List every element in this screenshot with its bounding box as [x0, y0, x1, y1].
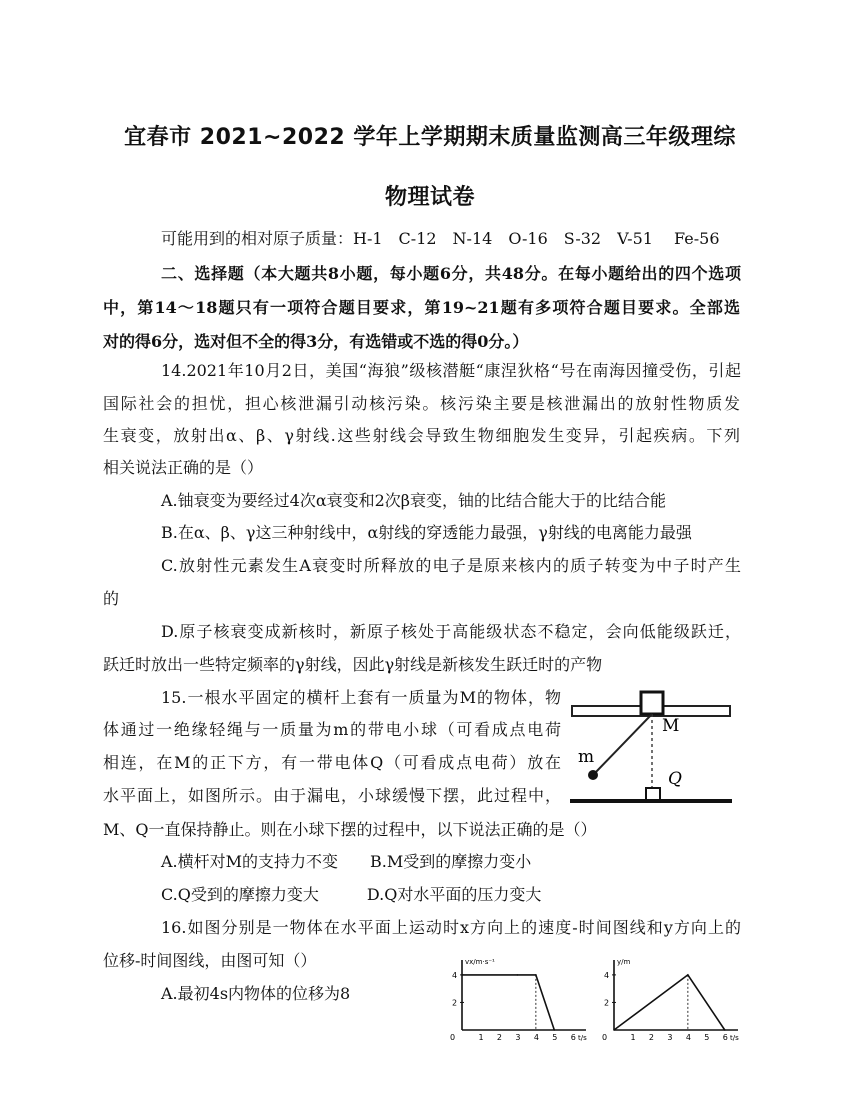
section-heading-line: 对的得6分，选对但不全的得3分，有选错或不选的得0分。）: [103, 332, 529, 351]
q14-option-a: A.铀衰变为要经过4次α衰变和2次β衰变，铀的比结合能大于的比结合能: [161, 491, 667, 510]
x-tick-label: 5: [552, 1033, 558, 1042]
q14-option-d-cont: 跃迁时放出一些特定频率的γ射线，因此γ射线是新核发生跃迁时的产物: [103, 655, 603, 674]
y-tick-label: 2: [604, 998, 610, 1008]
x-tick-label: 6: [722, 1033, 728, 1042]
y-tick-label: 4: [604, 970, 610, 980]
data-point: [724, 1029, 726, 1031]
x-tick-label: 0: [450, 1033, 456, 1042]
label-Q: Q: [668, 769, 682, 789]
q15-options-ab: A.横杆对M的支持力不变 B.M受到的摩擦力变小: [161, 852, 532, 871]
q14-stem-line: 国际社会的担忧，担心核泄漏引动核污染。核污染主要是核泄漏出的放射性物质发: [103, 394, 740, 413]
label-M: M: [662, 716, 680, 736]
y-axis-label: y/m: [617, 958, 631, 966]
q15-stem-line: 15.一根水平固定的横杆上套有一质量为M的物体，物: [161, 688, 561, 707]
data-point: [517, 974, 519, 976]
x-tick-label: 2: [496, 1033, 503, 1042]
q15-stem-line: M、Q一直保持静止。则在小球下摆的过程中，以下说法正确的是（）: [103, 820, 597, 839]
block-M: [641, 692, 663, 714]
y-t-chart: [592, 952, 742, 1044]
q16-stem-line: 16.如图分别是一物体在水平面上运动时x方向上的速度-时间图线和y方向上的: [161, 918, 741, 937]
data-point: [613, 1029, 615, 1031]
atomic-masses: 可能用到的相对原子质量：H-1 C-12 N-14 O-16 S-32 V-51 Fe-56: [161, 229, 720, 248]
body-Q: [646, 788, 660, 800]
q15-stem-line: 体通过一绝缘轻绳与一质量为m的带电小球（可看成点电荷: [103, 720, 561, 739]
x-tick-label: 5: [704, 1033, 710, 1042]
q16-option-a: A.最初4s内物体的位移为8: [161, 984, 351, 1003]
x-tick-label: 1: [630, 1033, 636, 1042]
y-tick-label: 2: [452, 998, 458, 1008]
section-heading-line: 二、选择题（本大题共8小题，每小题6分，共48分。在每小题给出的四个选项: [161, 264, 741, 283]
data-point: [687, 974, 689, 976]
x-tick-label: 4: [533, 1033, 539, 1042]
vx-t-chart: [440, 952, 590, 1044]
x-tick-label: 2: [648, 1033, 655, 1042]
q14-option-c-cont: 的: [103, 589, 120, 608]
data-point: [554, 1029, 556, 1031]
data-point: [461, 974, 463, 976]
x-tick-label: 3: [667, 1033, 673, 1042]
x-tick-label: 0: [602, 1033, 608, 1042]
y-tick-label: 4: [452, 970, 458, 980]
data-point: [535, 974, 537, 976]
q15-stem-line: 水平面上，如图所示。由于漏电，小球缓慢下摆，此过程中，: [103, 786, 561, 805]
label-m: m: [578, 747, 595, 767]
q14-option-c: C.放射性元素发生A衰变时所释放的电子是原来核内的质子转变为中子时产生: [161, 556, 741, 575]
q14-option-b: B.在α、β、γ这三种射线中，α射线的穿透能力最强，γ射线的电离能力最强: [161, 523, 692, 542]
y-axis-label: vx/m·s⁻¹: [465, 958, 495, 966]
q14-stem-line: 相关说法正确的是（）: [103, 458, 264, 477]
ball-m: [588, 770, 598, 780]
q15-options-cd: C.Q受到的摩擦力变大 D.Q对水平面的压力变大: [161, 885, 542, 904]
x-axis-label: t/s: [730, 1034, 739, 1042]
q14-option-d: D.原子核衰变成新核时，新原子核处于高能级状态不稳定，会向低能级跃迁，: [161, 622, 741, 641]
section-heading-line: 中，第14～18题只有一项符合题目要求，第19~21题有多项符合题目要求。全部选: [103, 298, 740, 317]
series-line: [462, 975, 554, 1030]
string: [594, 714, 652, 774]
x-axis-label: t/s: [578, 1034, 587, 1042]
exam-subtitle: 物理试卷: [384, 185, 475, 210]
q15-stem-line: 相连，在M的正下方，有一带电体Q（可看成点电荷）放在: [103, 753, 561, 772]
x-tick-label: 1: [478, 1033, 484, 1042]
exam-title: 宜春市 2021~2022 学年上学期期末质量监测高三年级理综: [124, 125, 736, 150]
q14-stem-line: 14.2021年10月2日，美国“海狼”级核潜艇“康涅狄格“号在南海因撞受伤，引起: [161, 361, 741, 380]
x-tick-label: 6: [570, 1033, 576, 1042]
x-tick-label: 4: [685, 1033, 691, 1042]
x-tick-label: 3: [515, 1033, 521, 1042]
q14-stem-line: 生衰变，放射出α、β、γ射线.这些射线会导致生物细胞发生变异，引起疾病。下列: [103, 426, 740, 445]
series-line: [614, 975, 725, 1030]
q16-stem-line: 位移-时间图线，由图可知（）: [103, 951, 317, 970]
q15-figure: [568, 684, 734, 808]
